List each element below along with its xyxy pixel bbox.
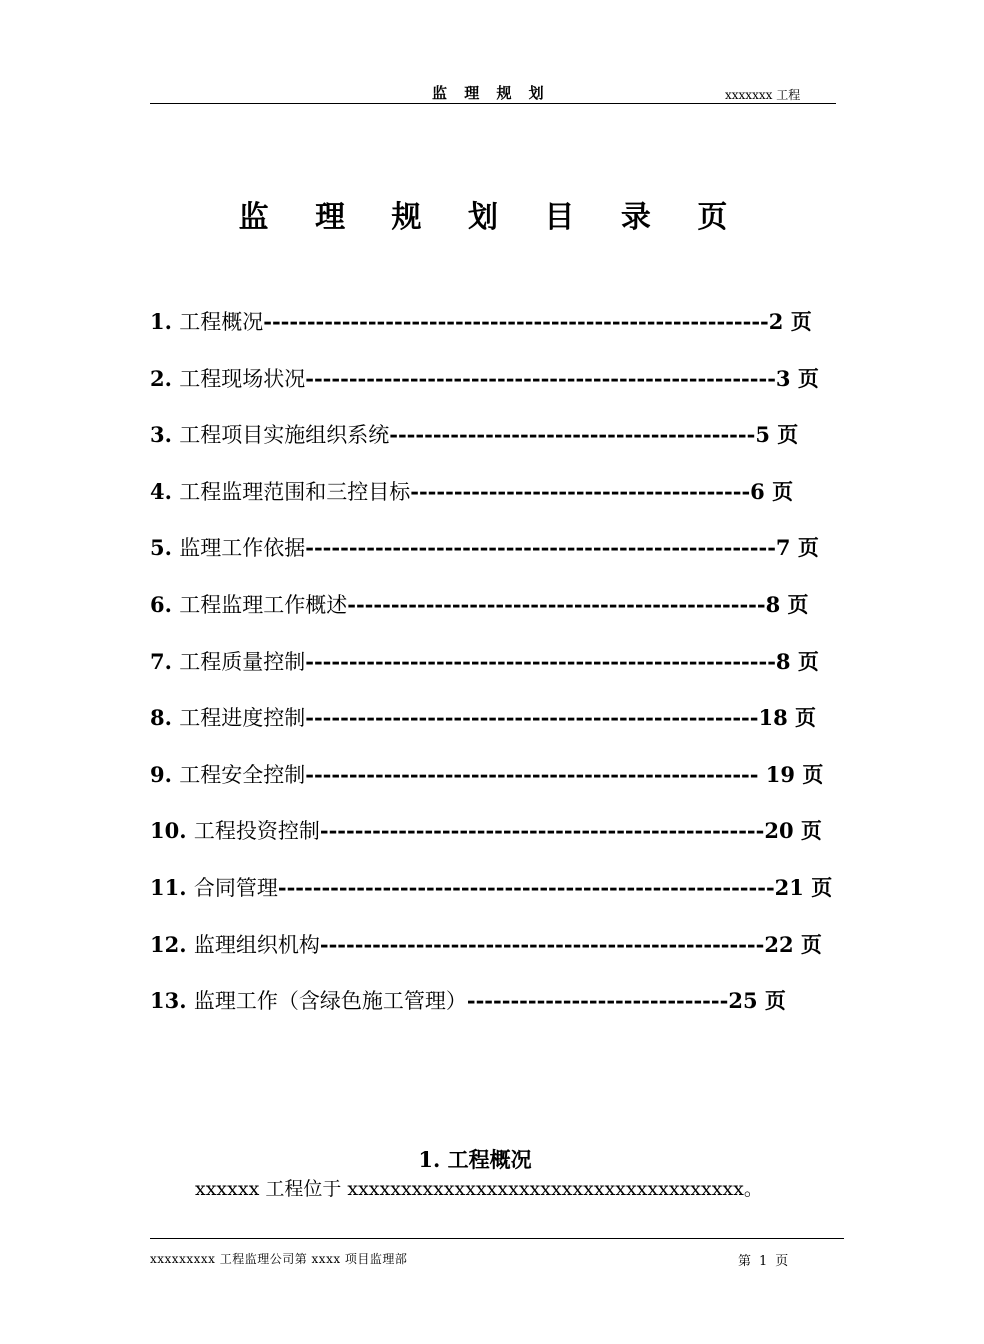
toc-entry[interactable] <box>150 476 810 533</box>
toc-entry-number: 9. <box>150 761 172 787</box>
toc-entry-page: 22 页 <box>764 931 822 957</box>
toc-entry-title: 监理组织机构 <box>193 932 320 957</box>
toc-entry-title: 工程现场状况 <box>179 366 306 391</box>
toc-leader: --------------------------------------- <box>410 478 751 504</box>
toc-leader: --------------------------------------------------- <box>319 931 765 957</box>
toc-entry-number: 6. <box>150 591 172 617</box>
toc-entry-title: 监理工作依据 <box>179 536 306 561</box>
toc-entry-page: 19 页 <box>765 761 824 787</box>
toc-entry[interactable] <box>150 815 822 872</box>
toc-leader: --------------------------------------------------------- <box>277 874 775 900</box>
toc-entry-title: 工程监理工作概述 <box>179 592 348 617</box>
footer-page-number: 1 <box>759 1254 768 1269</box>
toc-entry-number: 3. <box>150 422 172 448</box>
toc-leader: ---------------------------------------------------- <box>305 761 766 787</box>
toc-leader: ------------------------------------------------------ <box>305 365 776 391</box>
toc-entry-page: 25 页 <box>728 988 786 1014</box>
toc-leader: ------------------------------------------------ <box>347 591 766 617</box>
toc-entry-page: 3 页 <box>775 365 819 391</box>
toc-entry[interactable] <box>150 702 817 759</box>
footer-divider <box>150 1238 844 1239</box>
toc-entry-title: 工程质量控制 <box>179 649 306 674</box>
toc-entry-page: 20 页 <box>764 818 822 844</box>
toc-entry[interactable] <box>150 419 810 476</box>
toc-entry-number: 10. <box>150 818 187 844</box>
footer-page-indicator <box>738 1250 796 1269</box>
toc-entry-title: 工程概况 <box>179 310 264 334</box>
toc-leader: ---------------------------------------------------------- <box>263 309 769 334</box>
toc-entry-number: 1. <box>150 309 172 334</box>
toc-entry-number: 5. <box>150 535 172 561</box>
toc-entry-page: 21 页 <box>774 874 833 900</box>
toc-leader: ------------------------------------------------------ <box>305 535 776 561</box>
header-project-name: xxxxxxx 工程 <box>725 88 801 102</box>
toc-entry-title: 工程监理范围和三控目标 <box>179 479 411 504</box>
section-heading: 1. 工程概况 <box>418 1147 532 1172</box>
toc-entry[interactable] <box>150 872 833 929</box>
toc-entry-page: 2 页 <box>768 309 812 334</box>
toc-entry-page: 5 页 <box>755 422 799 448</box>
toc-entry-number: 8. <box>150 705 172 731</box>
footer-page-suffix: 页 <box>775 1254 789 1269</box>
toc-entry-number: 4. <box>150 478 172 504</box>
toc-leader: --------------------------------------------------- <box>319 818 765 844</box>
toc-entry[interactable] <box>150 589 810 646</box>
toc-leader: ---------------------------------------------------- <box>305 705 759 731</box>
toc-entry[interactable] <box>150 759 824 816</box>
toc-entry-page: 7 页 <box>775 535 819 561</box>
toc-entry-title: 工程进度控制 <box>179 706 306 731</box>
toc-entry-number: 7. <box>150 648 172 674</box>
toc-entry-title: 合同管理 <box>193 875 278 900</box>
toc-entry[interactable] <box>150 532 819 589</box>
footer-page-prefix: 第 <box>738 1254 752 1269</box>
toc-entry[interactable] <box>150 363 819 420</box>
toc-leader: ------------------------------------------------------ <box>305 648 776 674</box>
header-title: 监 理 规 划 <box>432 84 550 102</box>
toc-entry-page: 8 页 <box>765 591 809 617</box>
toc-entry-page: 8 页 <box>775 648 819 674</box>
toc-leader: ------------------------------ <box>466 988 729 1014</box>
toc-entry[interactable] <box>150 929 822 986</box>
toc-entry-title: 工程项目实施组织系统 <box>179 423 390 448</box>
toc-entry-number: 2. <box>150 365 172 391</box>
toc-entry-number: 11. <box>150 874 187 900</box>
toc-entry-title: 工程安全控制 <box>179 762 306 787</box>
header-divider <box>150 103 836 104</box>
table-of-contents <box>150 306 833 1042</box>
toc-entry[interactable] <box>150 646 819 703</box>
toc-entry-number: 12. <box>150 931 187 957</box>
toc-entry-title: 监理工作（含绿色施工管理） <box>193 989 467 1014</box>
toc-entry-page: 18 页 <box>758 705 817 731</box>
page-title: 监 理 规 划 目 录 页 <box>238 200 746 235</box>
footer-company: xxxxxxxxx 工程监理公司第 xxxx 项目监理部 <box>150 1252 408 1266</box>
toc-entry-page: 6 页 <box>750 478 794 504</box>
toc-entry-number: 13. <box>150 988 187 1014</box>
toc-entry-title: 工程投资控制 <box>193 819 320 844</box>
toc-entry[interactable] <box>150 306 810 363</box>
section-body-text: xxxxxx 工程位于 xxxxxxxxxxxxxxxxxxxxxxxxxxxxxxxxxxxxx。 <box>195 1178 763 1200</box>
toc-entry[interactable] <box>150 985 810 1042</box>
toc-leader: ------------------------------------------ <box>389 422 756 448</box>
